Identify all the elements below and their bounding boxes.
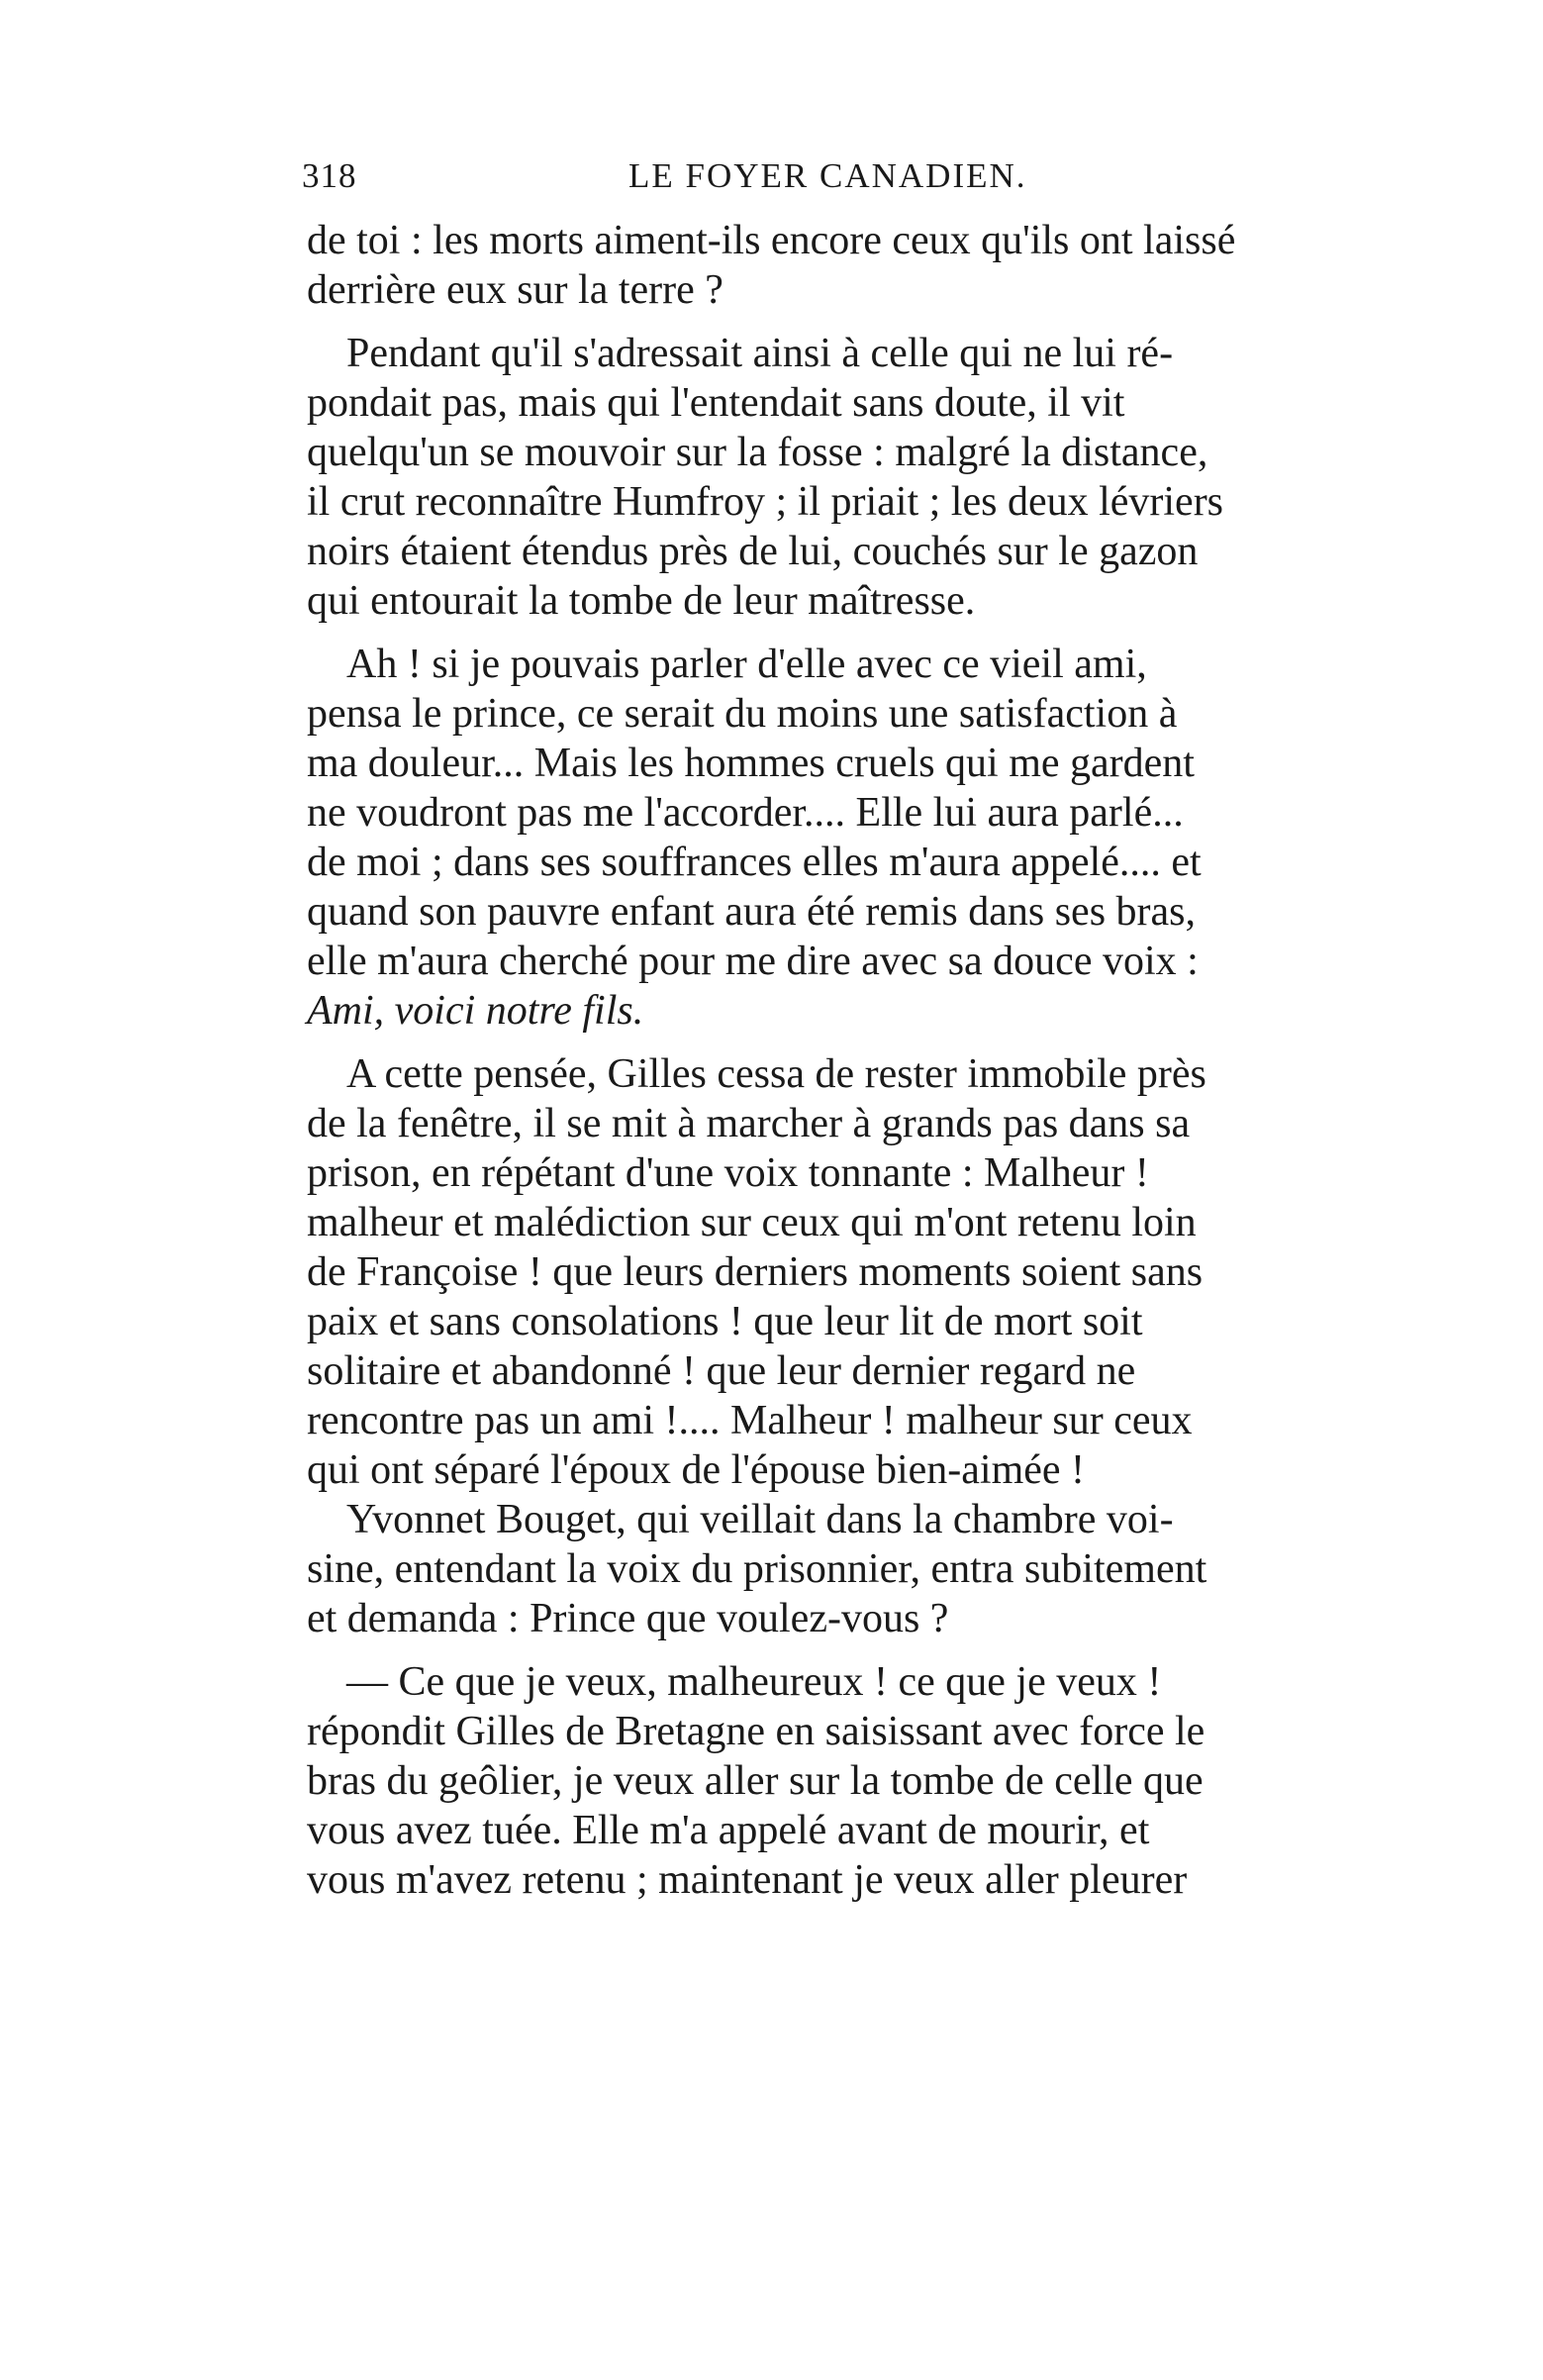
text-line: paix et sans consolations ! que leur lit de mort soit [307, 1299, 1143, 1344]
text-line: quand son pauvre enfant aura été remis dans ses bras, [307, 889, 1197, 935]
text-line: il crut reconnaître Humfroy ; il priait ; les deux lévriers [307, 479, 1224, 525]
running-title: LE FOYER CANADIEN. [628, 156, 1027, 195]
text-line: sine, entendant la voix du prisonnier, entra subitement [307, 1546, 1207, 1592]
paragraph-start-line: A cette pensée, Gilles cessa de rester immobile près [346, 1051, 1206, 1097]
text-line: vous avez tuée. Elle m'a appelé avant de mourir, et [307, 1808, 1150, 1853]
text-line: de Françoise ! que leurs derniers moments soient sans [307, 1249, 1204, 1295]
page-number: 318 [302, 156, 357, 195]
text-line: ma douleur... Mais les hommes cruels qui me gardent [307, 741, 1195, 786]
text-line: ne voudront pas me l'accorder.... Elle lui aura parlé... [307, 790, 1184, 836]
text-line: pondait pas, mais qui l'entendait sans doute, il vit [307, 380, 1125, 426]
paragraph-start-line: Ah ! si je pouvais parler d'elle avec ce vieil ami, [346, 642, 1147, 687]
paragraph-start-line: Yvonnet Bouget, qui veillait dans la chambre voi- [346, 1497, 1174, 1542]
text-line: pensa le prince, ce serait du moins une satisfaction à [307, 691, 1178, 737]
text-line: et demanda : Prince que voulez-vous ? [307, 1596, 949, 1641]
paragraph-start-line: Pendant qu'il s'adressait ainsi à celle qui ne lui ré- [346, 331, 1174, 376]
running-header [302, 156, 1034, 206]
text-line: elle m'aura cherché pour me dire avec sa douce voix : [307, 939, 1199, 984]
text-line: quelqu'un se mouvoir sur la fosse : malgré la distance, [307, 430, 1208, 475]
text-line: répondit Gilles de Bretagne en saisissant avec force le [307, 1709, 1205, 1754]
text-line: noirs étaient étendus près de lui, couchés sur le gazon [307, 529, 1199, 574]
text-line: solitaire et abandonné ! que leur dernier regard ne [307, 1348, 1136, 1394]
italic-quote-line: Ami, voici notre fils. [307, 988, 644, 1034]
body-text [307, 216, 1336, 1905]
paragraph-start-line: — Ce que je veux, malheureux ! ce que je veux ! [346, 1659, 1162, 1705]
text-line: de moi ; dans ses souffrances elles m'aura appelé.... et [307, 840, 1202, 885]
text-line: prison, en répétant d'une voix tonnante : Malheur ! [307, 1150, 1149, 1196]
text-line: malheur et malédiction sur ceux qui m'ont retenu loin [307, 1200, 1197, 1245]
text-line: de toi : les morts aiment-ils encore ceux qu'ils ont laissé [307, 218, 1236, 263]
text-line: de la fenêtre, il se mit à marcher à grands pas dans sa [307, 1101, 1191, 1146]
text-line: derrière eux sur la terre ? [307, 267, 723, 313]
text-line: rencontre pas un ami !.... Malheur ! malheur sur ceux [307, 1398, 1193, 1443]
text-line: bras du geôlier, je veux aller sur la tombe de celle que [307, 1758, 1204, 1804]
text-line: qui ont séparé l'époux de l'épouse bien-aimée ! [307, 1447, 1086, 1493]
text-line: vous m'avez retenu ; maintenant je veux aller pleurer [307, 1857, 1188, 1903]
text-line: qui entourait la tombe de leur maîtresse. [307, 578, 976, 624]
